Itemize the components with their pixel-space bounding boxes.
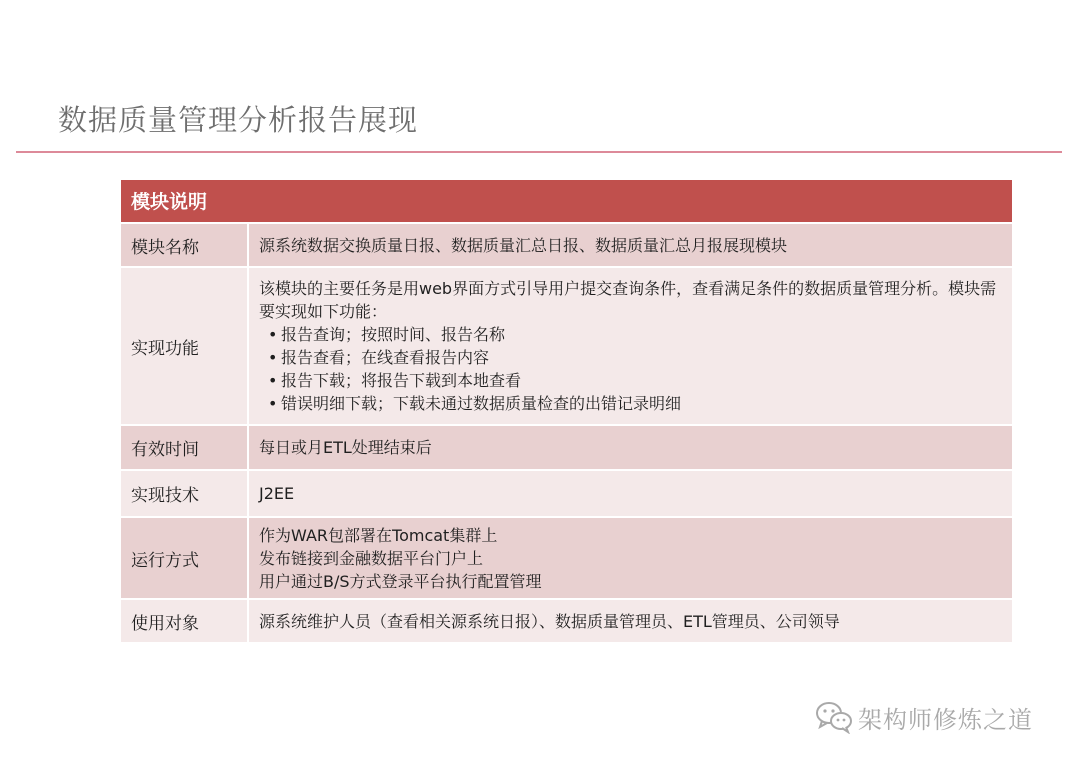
row-content xyxy=(249,268,1012,424)
table-row xyxy=(121,600,1012,644)
row-content xyxy=(249,471,1012,516)
row-content xyxy=(249,518,1012,598)
table-row xyxy=(121,471,1012,518)
row-label: 使用对象 xyxy=(121,600,249,642)
list-item: • 报告下载；将报告下载到本地查看 xyxy=(281,369,1002,392)
title-divider xyxy=(16,151,1062,153)
list-item: • 报告查询；按照时间、报告名称 xyxy=(281,323,1002,346)
row-label: 运行方式 xyxy=(121,518,249,598)
module-table xyxy=(121,180,1012,644)
table-row xyxy=(121,426,1012,471)
content-line: 用户通过B/S方式登录平台执行配置管理 xyxy=(259,571,542,591)
watermark-text: 架构师修炼之道 xyxy=(858,705,1033,734)
row-content xyxy=(249,224,1012,266)
table-row xyxy=(121,224,1012,268)
content-line: 作为WAR包部署在Tomcat集群上 xyxy=(259,525,498,545)
content-line: 源系统数据交换质量日报、数据质量汇总日报、数据质量汇总月报展现模块 xyxy=(259,235,788,255)
content-line: J2EE xyxy=(259,484,295,503)
table-row xyxy=(121,518,1012,600)
content-line: 每日或月ETL处理结束后 xyxy=(259,438,432,457)
wechat-icon xyxy=(814,700,854,734)
row-content xyxy=(249,600,1012,642)
list-item: • 错误明细下载；下载未通过数据质量检查的出错记录明细 xyxy=(281,392,1002,415)
content-line: 发布链接到金融数据平台门户上 xyxy=(259,548,484,568)
feature-list xyxy=(259,323,1002,415)
content-line: 源系统维护人员（查看相关源系统日报）、数据质量管理员、ETL管理员、公司领导 xyxy=(259,611,840,631)
row-label: 实现技术 xyxy=(121,471,249,516)
row-content xyxy=(249,426,1012,469)
content-paragraph: 该模块的主要任务是用web界面方式引导用户提交查询条件，查看满足条件的数据质量管理分析。模块需要实现如下功能： xyxy=(259,279,997,321)
table-header: 模块说明 xyxy=(121,180,1012,224)
watermark xyxy=(814,700,1033,734)
table-row xyxy=(121,268,1012,426)
slide-title: 数据质量管理分析报告展现 xyxy=(58,103,419,137)
row-label: 实现功能 xyxy=(121,268,249,424)
row-label: 模块名称 xyxy=(121,224,249,266)
row-label: 有效时间 xyxy=(121,426,249,469)
list-item: • 报告查看；在线查看报告内容 xyxy=(281,346,1002,369)
